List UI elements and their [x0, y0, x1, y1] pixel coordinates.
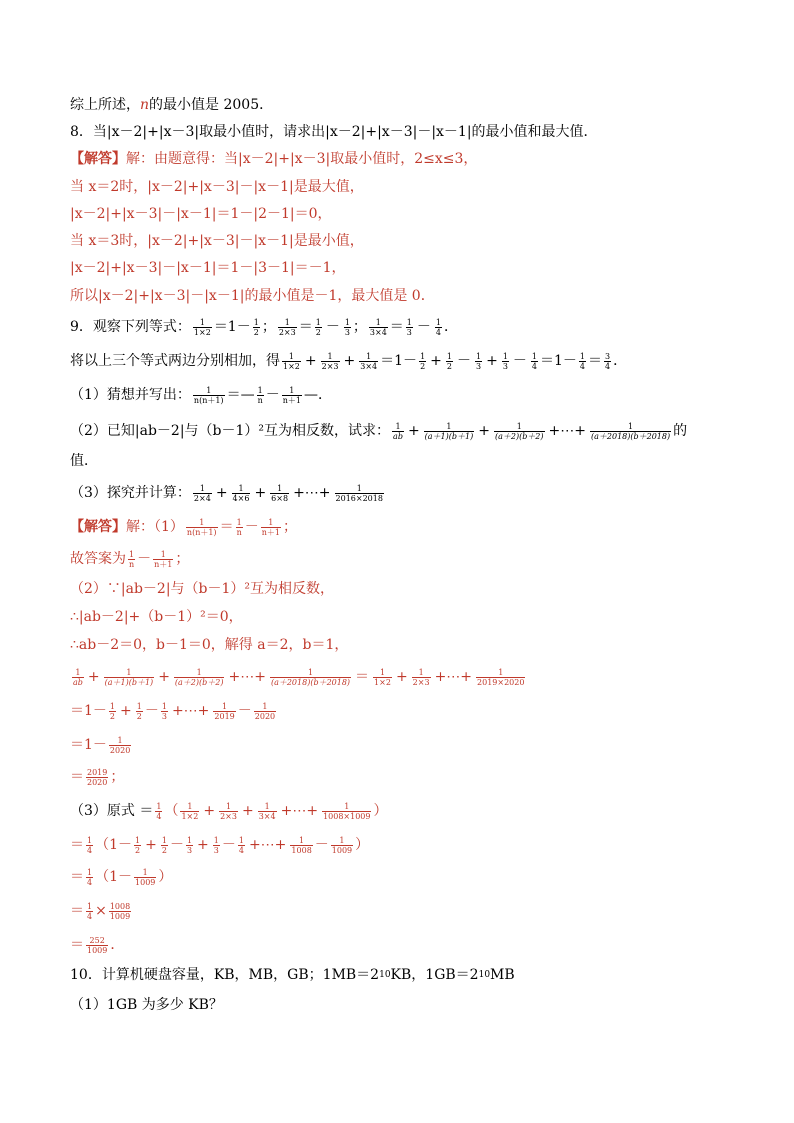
fraction: $\frac{1}{(a+2)(b+2)}$ — [494, 421, 544, 441]
text: 10．计算机硬盘容量，KB，MB，GB；1MB＝2 — [70, 967, 380, 983]
q9-statement: 9．观察下列等式： $\frac{1}{1\times 2}$ ＝1－ $\frac{1}{2}$ ； $\frac{1}{2\times 3}$ ＝ $\frac{1}{2}$ － $\frac{1}{3}$ ； $\frac{1}{3\times 4}$ ＝ $\frac{1}{3}$ － $\frac{1}{4}$ ． — [70, 317, 458, 337]
fraction: $\frac{1}{4}$ — [87, 867, 93, 887]
text: |x－2|+|x－3|－|x－1|＝1－|2－1|＝0， — [70, 206, 332, 222]
text: ） — [158, 869, 173, 885]
text: ＝ — [588, 353, 603, 369]
text: ＝ — [70, 837, 84, 853]
fraction: $\frac{1}{n+1}$ — [261, 517, 280, 537]
fraction: $\frac{1}{2}$ — [135, 835, 141, 855]
fraction: $\frac{1}{3}$ — [475, 351, 482, 371]
fraction: $\frac{1}{4}$ — [87, 901, 93, 921]
text: ＝1－ — [70, 703, 107, 719]
text: 故答案为 — [70, 551, 126, 567]
text: ． — [317, 387, 332, 403]
text: ＝ — [70, 937, 84, 953]
q9-part2: （2）已知|ab－2|与（b－1）²互为相反数，试求： $\frac{1}{ab}$ + $\frac{1}{(a+1)(b+1)}$ + $\frac{1}{(a+2)(b+2)}$ +⋯+ $\frac{1}{(a+2018)(b+2018)}$ 的 — [70, 421, 688, 441]
fraction: $\frac{1}{(a+1)(b+1)}$ — [104, 667, 154, 687]
text: － — [512, 353, 527, 369]
text: 所以|x－2|+|x－3|－|x－1|的最小值是－1，最大值是 0． — [70, 288, 435, 304]
text: ＝ — [70, 769, 84, 785]
fraction: $\frac{252}{1009}$ — [87, 935, 108, 955]
text: 的最小值是 2005． — [149, 97, 274, 113]
text: ； — [352, 319, 367, 335]
fraction: $\frac{1}{1008\times 1009}$ — [323, 801, 371, 821]
fraction: $\frac{1}{4}$ — [579, 351, 586, 371]
answer-tag: 【解答】 — [70, 519, 126, 535]
fraction: $\frac{1}{4}$ — [238, 835, 244, 855]
q9-part3: （3）探究并计算： $\frac{1}{2\times 4}$ + $\frac{1}{4\times 6}$ + $\frac{1}{6\times 8}$ +⋯+ $\frac{1}{2016\times 2018}$ — [70, 483, 383, 503]
fraction: $\frac{1008}{1009}$ — [109, 901, 131, 921]
text: 9．观察下列等式： — [70, 319, 191, 335]
fraction: $\frac{1}{n+1}$ — [282, 385, 301, 405]
fraction: $\frac{1}{2}$ — [136, 701, 142, 721]
text: KB，1GB＝2 — [390, 967, 479, 983]
text: ） — [373, 803, 388, 819]
fraction: $\frac{1}{2}$ — [420, 351, 426, 371]
text: 当 x＝2时，|x－2|+|x－3|－|x－1|是最大值， — [70, 179, 364, 195]
fraction: $\frac{1}{3}$ — [213, 835, 219, 855]
text: （3）原式 ＝ — [70, 803, 154, 819]
text: ； — [261, 319, 276, 335]
text: 将以上三个等式两边分别相加，得 — [70, 353, 280, 369]
text: 解：由题意得：当|x－2|+|x－3|取最小值时，2≤x≤3， — [126, 151, 478, 167]
fraction: $\frac{1}{3\times 4}$ — [360, 351, 378, 371]
q9-answer-sum: $\frac{1}{ab}$ + $\frac{1}{(a+1)(b+1)}$ + $\frac{1}{(a+2)(b+2)}$ +⋯+ $\frac{1}{(a+2018)(b+2018)}$ ＝ $\frac{1}{1\times 2}$ + $\frac{1}{2\times 3}$ +⋯+ $\frac{1}{2019\times 2020}$ — [73, 667, 525, 687]
text: +⋯+ — [228, 669, 266, 685]
text: 的 — [673, 423, 688, 439]
fraction: $\frac{1}{n(n+1)}$ — [193, 385, 224, 405]
text: （1）1GB 为多少 KB？ — [70, 997, 223, 1013]
q9-answer-line — [70, 578, 754, 600]
text: |x－2|+|x－3|－|x－1|＝1－|3－1|＝－1， — [70, 260, 346, 276]
fraction: $\frac{1}{3}$ — [344, 317, 350, 337]
fraction: $\frac{1}{1\times 2}$ — [374, 667, 391, 687]
q9-answer-step — [70, 866, 754, 888]
fraction: $\frac{1}{2019\times 2020}$ — [477, 667, 525, 687]
text: ； — [110, 769, 125, 785]
text: +⋯+ — [248, 837, 287, 853]
text: ∴ab－2＝0，b－1＝0，解得 a＝2，b＝1， — [70, 637, 349, 653]
fraction: $\frac{1}{3}$ — [502, 351, 508, 371]
q8-answer-header — [70, 148, 754, 170]
text: ） — [355, 837, 370, 853]
fraction: $\frac{1}{(a+2018)(b+2018)}$ — [591, 421, 671, 441]
q9-part1: （1）猜想并写出： $\frac{1}{n(n+1)}$ ＝ — $\frac{1}{n}$ － $\frac{1}{n+1}$ — ． — [70, 385, 332, 405]
text: ＝ — [70, 869, 84, 885]
q8-line — [70, 285, 754, 307]
text: ． — [443, 319, 458, 335]
q9-answer-step — [70, 900, 754, 922]
fraction: $\frac{1}{2020}$ — [254, 701, 276, 721]
text: （2）∵|ab－2|与（b－1）²互为相反数， — [70, 581, 335, 597]
q9-answer-line — [70, 634, 754, 656]
fraction: $\frac{1}{3\times 4}$ — [258, 801, 276, 821]
fraction: $\frac{1}{1\times 2}$ — [193, 317, 211, 337]
fraction: $\frac{1}{3\times 4}$ — [369, 317, 387, 337]
q10-part1 — [70, 994, 754, 1016]
text: － — [456, 353, 471, 369]
q9-answer-summary: 故答案为 $\frac{1}{n}$ － $\frac{1}{n+1}$ ； — [70, 549, 190, 569]
q9-part2-cont — [70, 450, 754, 472]
text: × — [95, 903, 107, 919]
conclusion-line — [70, 94, 754, 116]
text: ； — [175, 551, 190, 567]
fraction: $\frac{1}{n+1}$ — [154, 549, 173, 569]
fraction: $\frac{1}{4\times 6}$ — [232, 483, 250, 503]
fraction: $\frac{1}{2016\times 2018}$ — [335, 483, 383, 503]
q9-sum-line — [70, 350, 754, 372]
text: 综上所述， — [70, 97, 140, 113]
fraction: $\frac{1}{1009}$ — [135, 867, 156, 887]
fraction: $\frac{1}{n}$ — [257, 385, 263, 405]
text: ． — [613, 353, 628, 369]
fraction: $\frac{1}{1009}$ — [331, 835, 353, 855]
text: + — [486, 353, 498, 369]
text: （1）猜想并写出： — [70, 387, 191, 403]
text: + — [304, 353, 317, 369]
exponent: 10 — [478, 970, 491, 980]
q9-answer-step — [70, 766, 754, 788]
text: ＝ — [70, 903, 84, 919]
fraction: $\frac{1}{2\times 3}$ — [321, 351, 339, 371]
fraction: $\frac{1}{2}$ — [315, 317, 321, 337]
q9-answer-step — [70, 734, 754, 756]
text: （1－ — [95, 837, 133, 853]
text: 解：（1） — [126, 519, 184, 535]
text: （1－ — [95, 869, 133, 885]
q9-answer-part3: （3）原式 ＝ $\frac{1}{4}$ （ $\frac{1}{1\times 2}$ + $\frac{1}{2\times 3}$ + $\frac{1}{3\times 4}$ +⋯+ $\frac{1}{1008\times 1009}$ ） — [70, 801, 388, 821]
q8-line — [70, 203, 754, 225]
fraction: $\frac{1}{1\times 2}$ — [283, 351, 300, 371]
fraction: $\frac{1}{3}$ — [406, 317, 412, 337]
exponent: 10 — [379, 970, 391, 980]
q8-line — [70, 176, 754, 198]
text: （3）探究并计算： — [70, 485, 191, 501]
fraction: $\frac{1}{4}$ — [531, 351, 537, 371]
text: ＝1－ — [540, 353, 577, 369]
fraction: $\frac{1}{3}$ — [161, 701, 167, 721]
q9-answer-step: ＝1－ $\frac{1}{2}$ + $\frac{1}{2}$ － $\frac{1}{3}$ +⋯+ $\frac{1}{2019}$ － $\frac{1}{2020}$ — [70, 701, 276, 721]
fraction: $\frac{1}{4}$ — [435, 317, 441, 337]
fraction: $\frac{1}{n}$ — [236, 517, 242, 537]
fraction: $\frac{1}{1008}$ — [291, 835, 312, 855]
fraction: $\frac{1}{(a+2)(b+2)}$ — [174, 667, 224, 687]
fraction: $\frac{1}{n(n+1)}$ — [186, 517, 217, 537]
fraction: $\frac{1}{2}$ — [161, 835, 167, 855]
text: （ — [164, 803, 179, 819]
text: +⋯+ — [293, 485, 331, 501]
fraction: $\frac{1}{1\times 2}$ — [181, 801, 199, 821]
fraction: $\frac{1}{(a+2018)(b+2018)}$ — [270, 667, 351, 687]
text: ＝1－ — [70, 737, 107, 753]
fraction: $\frac{1}{2\times 4}$ — [193, 483, 211, 503]
text: 8．当|x－2|+|x－3|取最小值时，请求出|x－2|+|x－3|－|x－1|的最小值和最大值． — [70, 124, 598, 140]
text: ＝1－ — [213, 319, 251, 335]
text: ＝ — [389, 319, 404, 335]
fraction: $\frac{1}{6\times 8}$ — [271, 483, 289, 503]
q8-line — [70, 257, 754, 279]
fraction: $\frac{1}{2019}$ — [214, 701, 235, 721]
text: + — [343, 353, 356, 369]
fraction: $\frac{1}{ab}$ — [393, 421, 403, 441]
q9-answer-line — [70, 606, 754, 628]
text: + — [430, 353, 442, 369]
fraction: $\frac{1}{4}$ — [156, 801, 162, 821]
q8-line — [70, 230, 754, 252]
fraction: $\frac{2019}{2020}$ — [87, 767, 108, 787]
text: +⋯+ — [171, 703, 210, 719]
fraction: $\frac{1}{3}$ — [186, 835, 193, 855]
text: 当 x＝3时，|x－2|+|x－3|－|x－1|是最小值， — [70, 233, 364, 249]
q9-answer-step: ＝ $\frac{1}{4}$ （1－ $\frac{1}{2}$ + $\frac{1}{2}$ － $\frac{1}{3}$ + $\frac{1}{3}$ － $\frac{1}{4}$ +⋯+ $\frac{1}{1008}$ － $\frac{1}{1009}$ ） — [70, 835, 370, 855]
text: MB — [490, 967, 515, 983]
answer-blank: — — [303, 387, 318, 403]
q9-answer-part1: 【解答】 解：（1） $\frac{1}{n(n+1)}$ ＝ $\frac{1}{n}$ － $\frac{1}{n+1}$ ； — [70, 517, 297, 537]
fraction: $\frac{1}{(a+1)(b+1)}$ — [424, 421, 474, 441]
answer-blank: — — [240, 387, 255, 403]
fraction: $\frac{1}{2020}$ — [109, 735, 131, 755]
text: +⋯+ — [280, 803, 319, 819]
fraction: $\frac{1}{2}$ — [253, 317, 259, 337]
text: ∴|ab－2|+（b－1）²＝0， — [70, 609, 243, 625]
fraction: $\frac{1}{2}$ — [109, 701, 116, 721]
answer-tag: 【解答】 — [70, 151, 126, 167]
text: +⋯+ — [548, 423, 586, 439]
text: +⋯+ — [434, 669, 473, 685]
fraction: $\frac{1}{2\times 3}$ — [412, 667, 430, 687]
var-n: n — [140, 97, 150, 113]
fraction: $\frac{1}{n}$ — [129, 549, 135, 569]
fraction: $\frac{1}{4}$ — [87, 835, 93, 855]
fraction: $\frac{3}{4}$ — [605, 351, 611, 371]
text: ； — [282, 519, 297, 535]
text: ＝1－ — [380, 353, 418, 369]
q8-statement — [70, 121, 754, 143]
text: 值． — [70, 453, 98, 469]
fraction: $\frac{1}{2\times 3}$ — [278, 317, 296, 337]
text: ＝ — [355, 669, 370, 685]
q10-statement — [70, 964, 754, 986]
text: ． — [110, 937, 125, 953]
q9-answer-final — [70, 934, 754, 956]
text: （2）已知|ab－2|与（b－1）²互为相反数，试求： — [70, 423, 391, 439]
fraction: $\frac{1}{2\times 3}$ — [220, 801, 237, 821]
fraction: $\frac{1}{2}$ — [446, 351, 452, 371]
text: ＝ — [226, 387, 241, 403]
fraction: $\frac{1}{ab}$ — [73, 667, 83, 687]
text: ＝ — [298, 319, 313, 335]
